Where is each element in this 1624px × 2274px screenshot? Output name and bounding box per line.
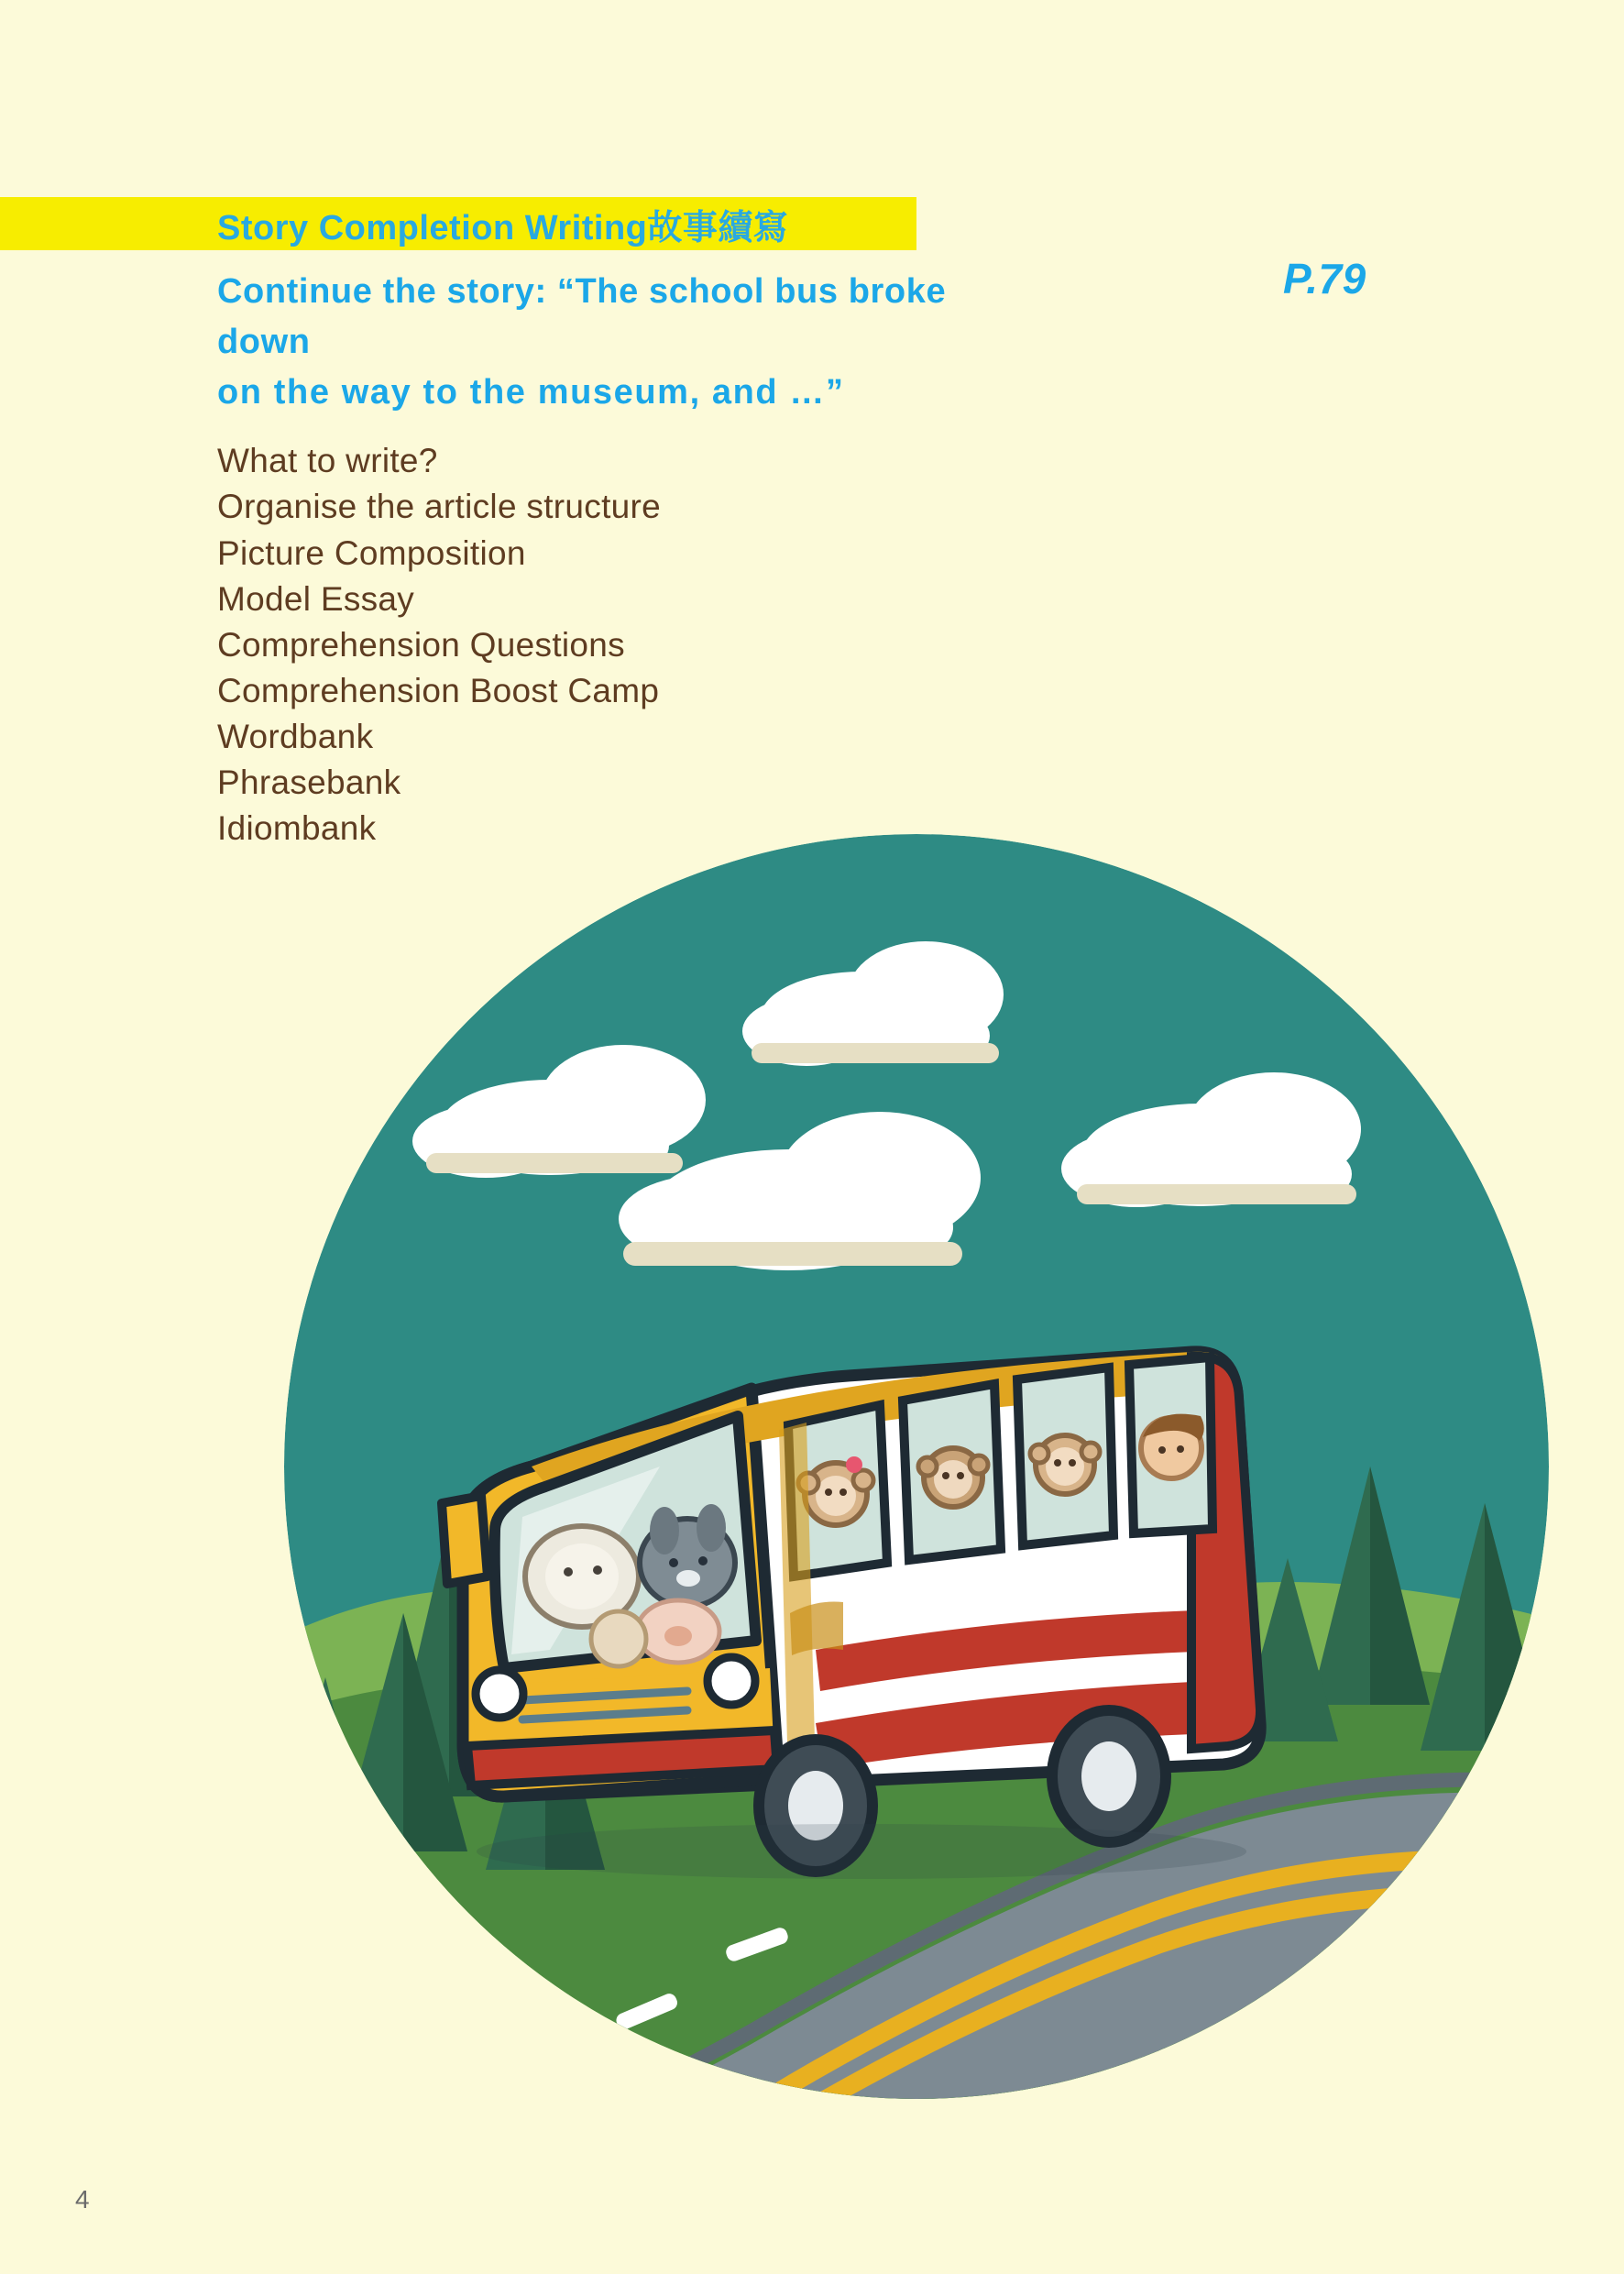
section-heading-highlight: [0, 197, 916, 250]
page-number: 4: [75, 2185, 90, 2214]
list-item: Idiombank: [217, 809, 377, 848]
list-item: Wordbank: [217, 718, 374, 756]
list-item: Phrasebank: [217, 763, 401, 802]
list-item: What to write?: [217, 442, 438, 480]
list-item: Comprehension Boost Camp: [217, 671, 660, 709]
story-prompt-line-2: on the way to the museum, and …”: [217, 373, 845, 412]
list-item: Model Essay: [217, 579, 415, 618]
section-heading: Story Completion Writing故事續寫: [217, 208, 789, 247]
page-reference: P.79: [1283, 255, 1366, 302]
school-bus-illustration: [275, 825, 1576, 2200]
story-prompt: [0, 267, 1026, 418]
list-item: Comprehension Questions: [217, 625, 625, 664]
contents-list: [0, 438, 1008, 851]
list-item: Organise the article structure: [217, 488, 662, 526]
story-prompt-line-1: Continue the story: “The school bus broke down: [217, 272, 947, 362]
content-text-block: [0, 197, 1366, 866]
list-item: Picture Composition: [217, 533, 526, 572]
